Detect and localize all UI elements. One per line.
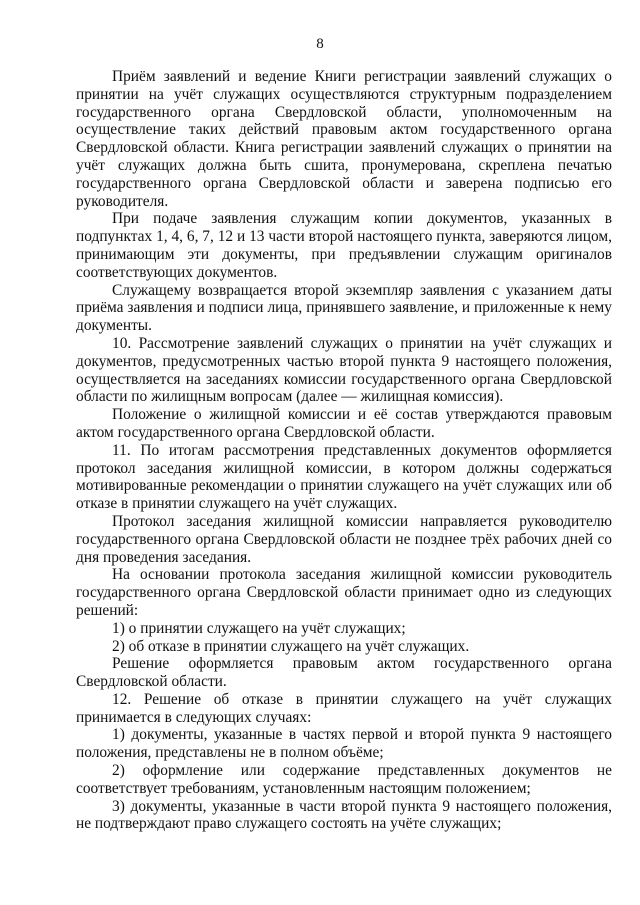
paragraph: При подаче заявления служащим копии документов, указанных в подпунктах 1, 4, 6, 7, 12 и 13 части второй настоящего пункта, заверяются лицом, принимающим эти документы, при предъявлении служащим оригиналов соответствующих документов. (76, 210, 612, 281)
list-item: 1) о принятии служащего на учёт служащих; (112, 619, 406, 637)
paragraph: Служащему возвращается второй экземпляр заявления с указанием даты приёма заявления и подписи лица, принявшего заявление, и приложенные к нему документы. (76, 281, 612, 335)
paragraph: 11. По итогам рассмотрения представленных документов оформляется протокол заседания жилищной комиссии, в котором должны содержаться мотивированные рекомендации о принятии служащего на учёт служащих или об отказе в принятии служащего на учёт служащих. (76, 441, 612, 513)
paragraph: Решение оформляется правовым актом государственного органа Свердловской области. (76, 655, 612, 691)
page-number: 8 (316, 36, 324, 52)
paragraph: Протокол заседания жилищной комиссии направляется руководителю государственного органа Свердловской области не позднее трёх рабочих дней со дня проведения заседания. (76, 512, 612, 566)
document-body (76, 68, 612, 833)
paragraph: 12. Решение об отказе в принятии служащего на учёт служащих принимается в следующих случаях: (76, 690, 612, 726)
list-item: 2) об отказе в принятии служащего на учёт служащих. (112, 637, 470, 655)
list-item: 3) документы, указанные в части второй пункта 9 настоящего положения, не подтверждают право служащего состоять на учёте служащих; (76, 797, 612, 833)
list-item: 2) оформление или содержание представленных документов не соответствует требованиям, установленным настоящим положением; (76, 762, 612, 797)
paragraph: Положение о жилищной комиссии и её состав утверждаются правовым актом государственного органа Свердловской области. (76, 406, 612, 441)
list-item: 1) документы, указанные в частях первой и второй пункта 9 настоящего положения, представлены не в полном объёме; (76, 726, 612, 762)
paragraph: На основании протокола заседания жилищной комиссии руководитель государственного органа Свердловской области принимает одно из следующих решений: (76, 566, 612, 619)
paragraph: Приём заявлений и ведение Книги регистрации заявлений служащих о принятии на учёт служащих осуществляются структурным подразделением государственного органа Свердловской области, уполномоченным на осуществление таких действий правовым актом государственного органа Свердловской области. Книга регистрации заявлений служащих о принятии на учёт служащих должна быть сшита, пронумерована, скреплена печатью государственного органа Свердловской области и заверена подписью его руководителя. (76, 68, 612, 210)
paragraph: 10. Рассмотрение заявлений служащих о принятии на учёт служащих и документов, предусмотренных частью второй пункта 9 настоящего положения, осуществляется на заседаниях комиссии государственного органа Свердловской области по жилищным вопросам (далее — жилищная комиссия). (76, 334, 612, 406)
